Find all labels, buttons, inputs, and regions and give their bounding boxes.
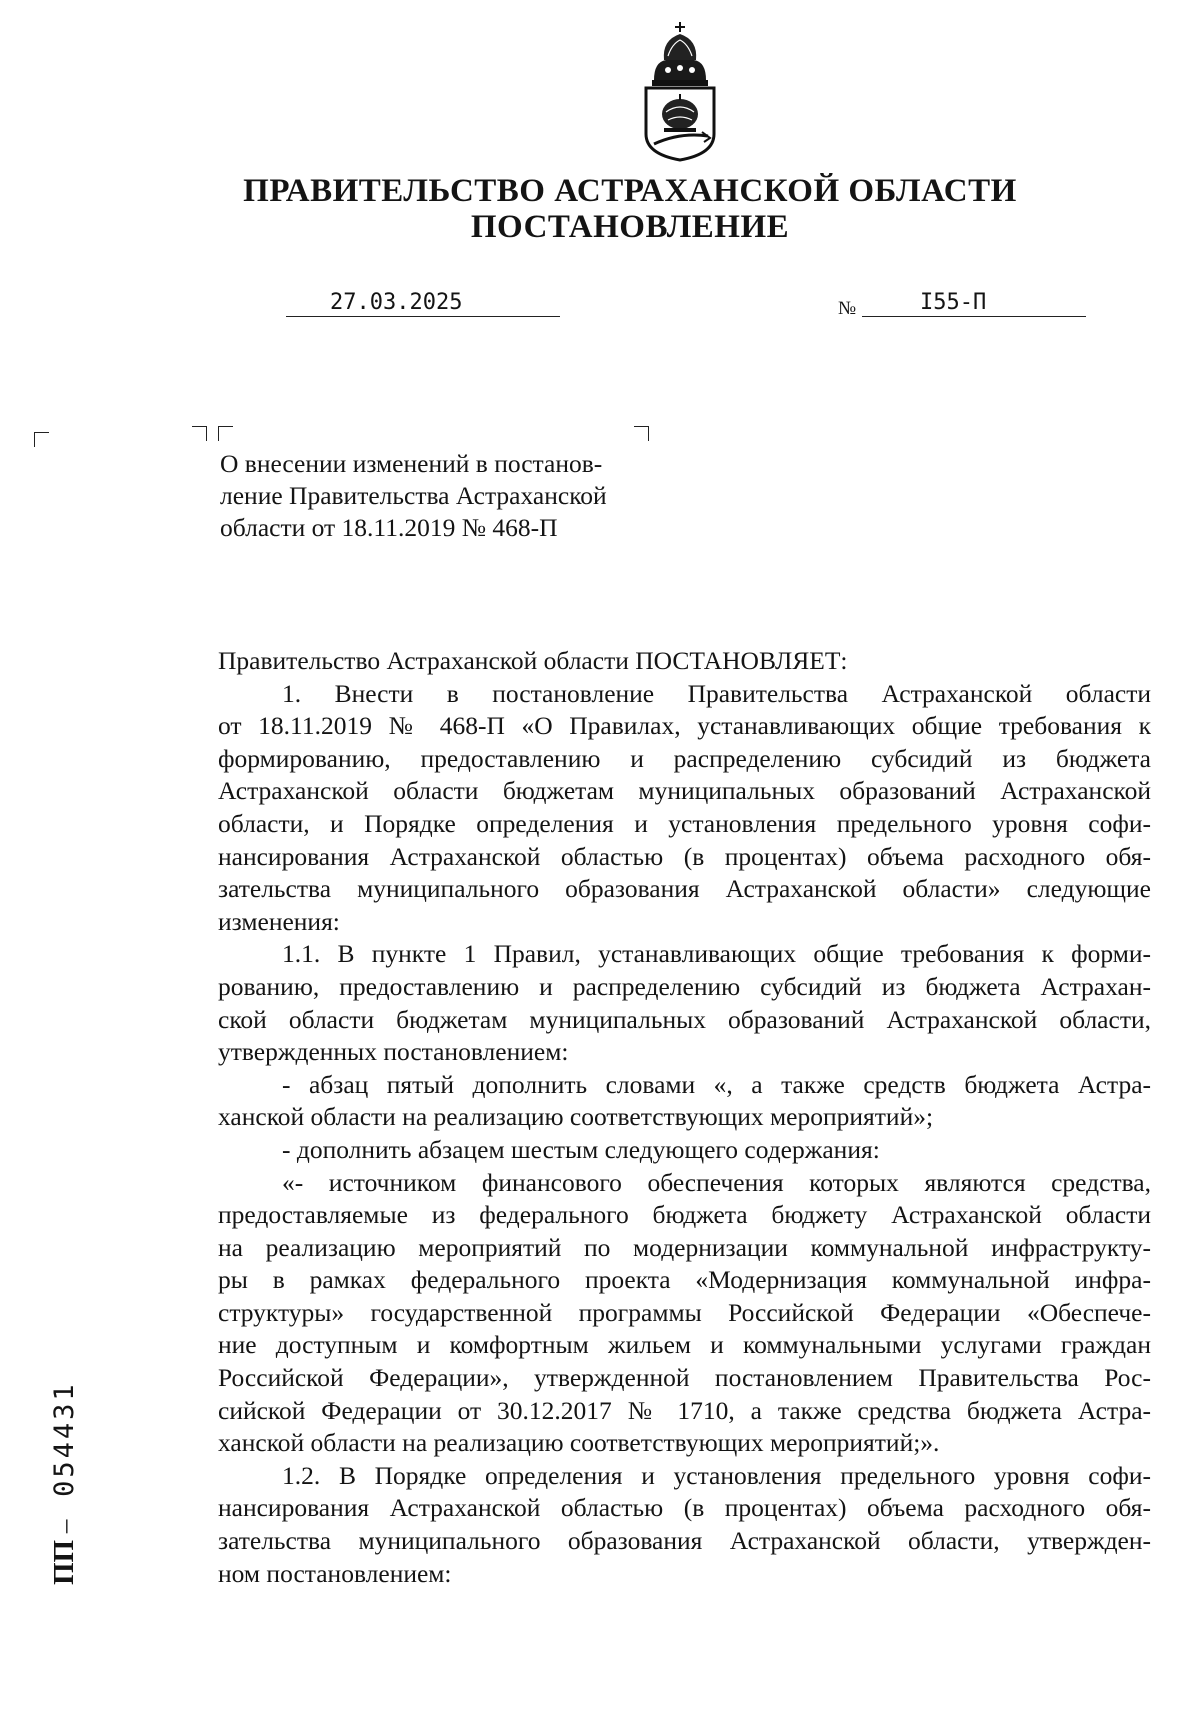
subject-line: области от 18.11.2019 № 468-П	[220, 513, 558, 542]
paragraph-1-2: 1.2. В Порядке определения и установления предельного уровня софи- нансирования Астраханской областью (в процентах) объема расходного обя- зательства муниципального образования Астраханской области, утвержден- ном постановлением:	[218, 1460, 1151, 1588]
subject-line: О внесении изменений в постанов-	[220, 449, 603, 478]
paragraph-quote: «- источником финансового обеспечения которых являются средства, предоставляемые из федерального бюджета бюджету Астраханской области на реализацию мероприятий по модернизации коммунальной инфраструкту- ры в рамках федерального проекта «Модернизация коммунальной инфра- структуры» государственной программы Российской Федерации «Обеспече- ние доступным и комфортным жильем и коммунальными услугами граждан Российской Федерации», утвержденной постановлением Правительства Рос- сийской Федерации от 30.12.2017 № 1710, а также средства бюджета Астра- ханской области на реализацию соответствующих мероприятий;».	[218, 1167, 1151, 1458]
document-body	[218, 645, 1151, 1590]
corner-mark-subject-right	[634, 426, 649, 441]
document-subject	[220, 448, 680, 544]
document-date: 27.03.2025	[330, 290, 463, 315]
issuer-title: ПРАВИТЕЛЬСТВО АСТРАХАНСКОЙ ОБЛАСТИ	[243, 173, 1017, 209]
corner-mark-left	[34, 432, 49, 447]
document-type-title: ПОСТАНОВЛЕНИЕ	[470, 209, 790, 245]
paragraph-abzac-5: - абзац пятый дополнить словами «, а также средств бюджета Астра- ханской области на реализацию соответствующих мероприятий»;	[218, 1069, 1151, 1132]
document-number: I55-П	[920, 290, 987, 315]
number-underline	[862, 316, 1086, 317]
paragraph-abzac-6-intro: - дополнить абзацем шестым следующего содержания:	[282, 1134, 880, 1164]
paragraph-1: 1. Внести в постановление Правительства Астраханской области от 18.11.2019 № 468-П «О Правилах, устанавливающих общие требования к формированию, предоставлению и распределению субсидий из бюджета Астраханской области бюджетам муниципальных образований Астраханской области, и Порядке определения и установления предельного уровня софи- нансирования Астраханской областью (в процентах) объема расходного обя- зательства муниципального образования Астраханской области» следующие изменения:	[218, 678, 1151, 936]
date-underline	[286, 316, 560, 317]
coat-of-arms-icon	[632, 22, 728, 162]
number-sign: №	[838, 298, 857, 319]
paragraph-1-1: 1.1. В пункте 1 Правил, устанавливающих общие требования к форми- рованию, предоставлению и распределению субсидий из бюджета Астрахан- ской области бюджетам муниципальных образований Астраханской области, утвержденных постановлением:	[218, 939, 1151, 1067]
preamble: Правительство Астраханской области ПОСТАНОВЛЯЕТ:	[218, 646, 848, 675]
corner-mark-subject-left-b	[218, 426, 233, 441]
corner-mark-subject-left-a	[192, 426, 207, 441]
blank-serial-number: ПП – 054431	[48, 1381, 80, 1585]
subject-line: ление Правительства Астраханской	[220, 481, 607, 510]
